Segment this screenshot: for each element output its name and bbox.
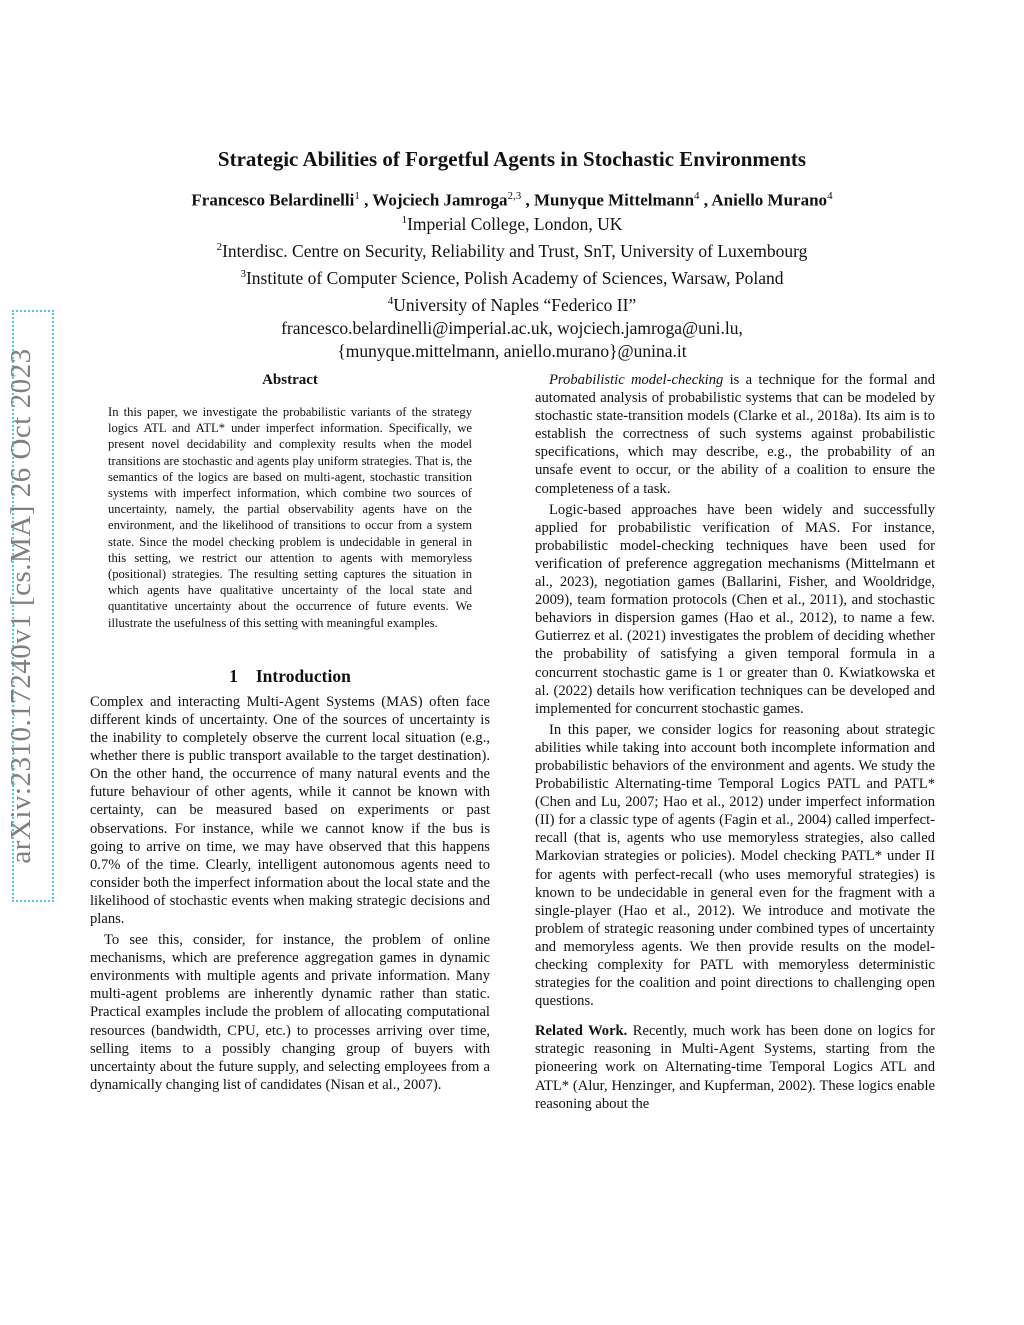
body-paragraph: To see this, consider, for instance, the problem of online mechanisms, which are preference aggregation games in dynamic environments with multiple agents and private information. Many multi-agent problems are inherently dynamic rather than static. Practical examples include the problem of allocating computational resources (bandwidth, CPU, etc.) to processes arriving over time, selling items to a possibly changing group of buyers with uncertainty about the future supply, and selecting employees from a dynamically changing list of candidates (Nisan et al., 2007).: [90, 932, 490, 1093]
affiliation-text: University of Naples “Federico II”: [393, 294, 637, 315]
author-affil-marker: 1: [354, 190, 360, 202]
author-name: Francesco Belardinelli: [191, 190, 355, 210]
paper-title: Strategic Abilities of Forgetful Agents in Stochastic Environments: [217, 147, 807, 171]
affiliation-text: Imperial College, London, UK: [407, 213, 623, 234]
affiliation: [0, 209, 1024, 236]
affiliation: [0, 290, 1024, 317]
abstract-text: In this paper, we investigate the probabilistic variants of the strategy logics ATL and ATL* under imperfect information. Specifically, we present novel decidability and complexity results when the model transitions are stochastic and agents play uniform strategies. That is, the semantics of the logics are based on multi-agent, stochastic transition systems with imperfect information, which combine two sources of uncertainty, namely, the partial observability agents have on the environment, and the likelihood of transitions to occur from a system state. Since the model checking problem is undecidable in general in this setting, we restrict our attention to agents with memoryless (positional) strategies. The resulting setting captures the situation in which agents have qualitative uncertainty of the local state and quantitative uncertainty about the occurrence of future events. We illustrate the usefulness of this setting with meaningful examples.: [108, 405, 472, 630]
author-affil-marker: 4: [694, 190, 700, 202]
affiliation-marker: 2: [216, 241, 223, 254]
affiliation-marker: 4: [387, 295, 394, 308]
author-name: Munyque Mittelmann: [533, 190, 695, 210]
affiliation-marker: 1: [401, 214, 408, 226]
affiliation-text: Interdisc. Centre on Security, Reliability and Trust, SnT, University of Luxembourg: [222, 240, 808, 261]
author-separator: ,: [521, 190, 534, 210]
left-column: [90, 371, 490, 1094]
author-emails: francesco.belardinelli@imperial.ac.uk, wojciech.jamroga@uni.lu,: [281, 318, 743, 339]
section-heading: [90, 665, 490, 687]
runin-heading: Related Work.: [535, 1023, 628, 1040]
author-name: Wojciech Jamroga: [372, 190, 508, 210]
body-paragraph: [535, 371, 935, 498]
body-paragraph: In this paper, we consider logics for reasoning about strategic abilities while taking into account both incomplete information and probabilistic behaviors of the environment and agents. We study the Probabilistic Alternating-time Temporal Logics PATL and PATL* (Chen and Lu, 2007; Hao et al., 2012) under imperfect information (II) for a classic type of agents (Fagin et al., 2004) called imperfect-recall (that is, agents who use memoryless strategies, also called Markovian strategies or policies). Model checking PATL* under II for agents with perfect-recall (who uses memoryful strategies) is known to be undecidable in general even for the fragment with a single-player (Hao et al., 2012). We introduce and motivate the problem of strategic reasoning under combined types of uncertainty and memoryless agents. We then provide results on the model-checking complexity for PATL with memoryless deterministic strategies for the coalition and point directions to challenging open questions.: [535, 721, 935, 1010]
affiliation: [0, 236, 1024, 263]
abstract-heading: Abstract: [262, 372, 318, 388]
author-affil-marker: 4: [827, 190, 833, 202]
paragraph-text: is a technique for the formal and automated analysis of probabilistic systems that can be modeled by stochastic state-transition models (Clarke et al., 2018a). Its aim is to establish the correctness of such systems against probabilistic specifications, which may describe, e.g., the probability of an unsafe event to occur, or the ability of a coalition to ensure the completeness of a task.: [535, 372, 935, 497]
body-paragraph: [535, 1022, 935, 1112]
author-separator: ,: [699, 190, 712, 210]
section-number: 1: [229, 665, 238, 686]
author-affil-marker: 2,3: [507, 190, 522, 202]
author-emails: {munyque.mittelmann, aniello.murano}@unina.it: [337, 341, 687, 362]
affiliation: [0, 263, 1024, 290]
paragraph-text: Recently, much work has been done on logics for strategic reasoning in Multi-Agent Systems, starting from the pioneering work on Alternating-time Temporal Logics ATL and ATL* (Alur, Henzinger, and Kupferman, 2002). These logics enable reasoning about the: [535, 1023, 935, 1112]
body-paragraph: Logic-based approaches have been widely and successfully applied for probabilistic verification of MAS. For instance, probabilistic model-checking techniques have been used for verification of preference aggregation mechanisms (Mittelmann et al., 2023), negotiation games (Ballarini, Fisher, and Wooldridge, 2009), team formation protocols (Chen et al., 2011), and stochastic behaviors in dispersion games (Hao et al., 2012), to name a few. Gutierrez et al. (2021) investigates the problem of deciding whether the probability of satisfying a given temporal formula in a concurrent stochastic game is 1 or greater than 0. Kwiatkowska et al. (2022) details how verification techniques can be developed and implemented for concurrent stochastic games.: [535, 501, 935, 717]
author-list: [0, 185, 1024, 212]
affiliation-block: [0, 209, 1024, 364]
body-paragraph: Complex and interacting Multi-Agent Systems (MAS) often face different kinds of uncertainty. One of the sources of uncertainty is the inability to completely observe the current local situation (e.g., whether there is public transport available to the target destination). On the other hand, the occurrence of many natural events and the future behaviour of other agents, while it cannot be known with certainty, can be measured based on experiments or past observations. For instance, while we cannot know if the bus is going to arrive on time, we may have observed that this happens 0.7% of the time. Clearly, intelligent autonomous agents need to consider both the imperfect information about the local state and the likelihood of stochastic events when making strategic decisions and plans.: [90, 693, 490, 927]
author-separator: ,: [359, 190, 373, 210]
affiliation-marker: 3: [240, 268, 246, 281]
section-title: Introduction: [255, 665, 351, 686]
right-column: [535, 371, 935, 1113]
author-name: Aniello Murano: [711, 190, 828, 210]
arxiv-stamp: arXiv:2310.17240v1 [cs.MA] 26 Oct 2023: [5, 348, 37, 864]
emphasized-term: Probabilistic model-checking: [549, 372, 724, 388]
affiliation-text: Institute of Computer Science, Polish Academy of Sciences, Warsaw, Poland: [245, 267, 784, 288]
